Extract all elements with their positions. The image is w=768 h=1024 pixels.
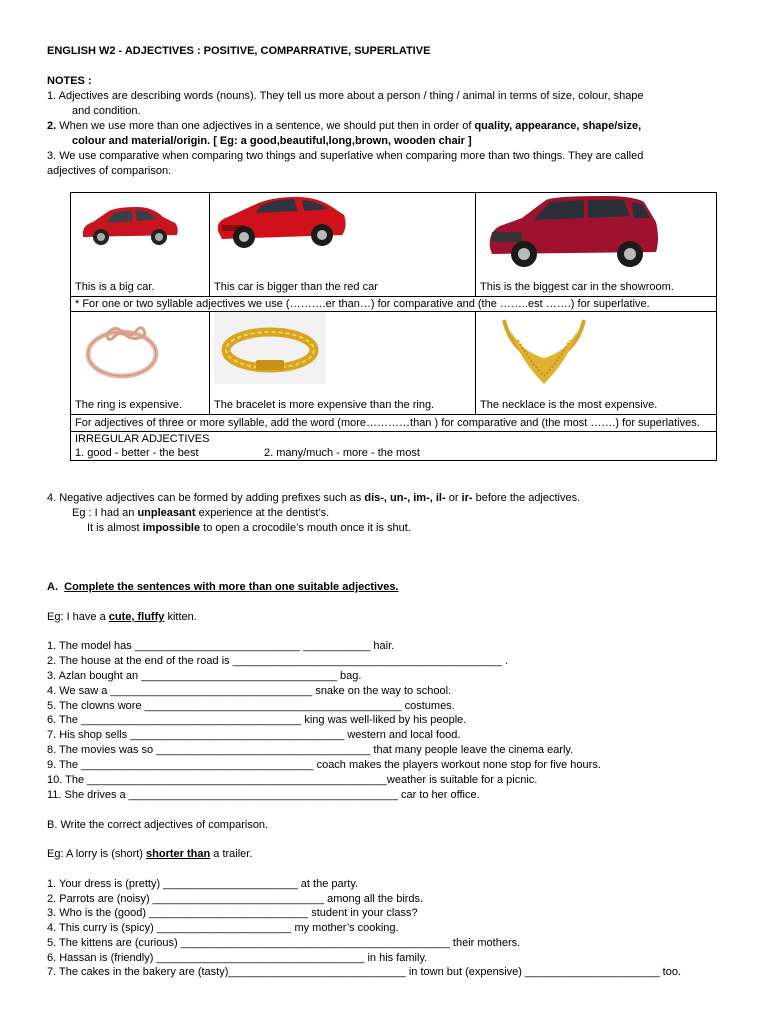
notes-heading: NOTES : (47, 75, 92, 87)
section-b-example-start: Eg: A lorry is (short) (47, 848, 147, 860)
bracelet-cell (210, 312, 476, 415)
note-1: 1. Adjectives are describing words (nouns). They tell us more about a person / thing / animal in terms of size, colour, shape (47, 90, 644, 102)
syllable-rule-one-two: * For one or two syllable adjectives we use (……….er than…) for comparative and (the ……..est …….) for superlative. (71, 297, 717, 312)
car-cell-large (476, 193, 717, 297)
ring-image (77, 316, 167, 386)
car-cell-small (71, 193, 210, 297)
section-a-item: 11. She drives a ____________________________________________ car to her office. (47, 789, 480, 801)
ring-caption: The ring is expensive. (75, 399, 182, 411)
note-4-example-1 (72, 506, 329, 520)
note-2-text: When we use more than one adjectives in a sentence, we should put then in order of (56, 120, 475, 132)
car-cell-medium (210, 193, 476, 297)
section-a-item: 5. The clowns wore __________________________________________ costumes. (47, 700, 455, 712)
section-b-item: 3. Who is the (good) __________________________ student in your class? (47, 907, 418, 919)
section-b-item: 5. The kittens are (curious) ____________________________________________ their mothers. (47, 937, 521, 949)
note-4-text: 4. Negative adjectives can be formed by adding prefixes such as (47, 492, 365, 504)
necklace-caption: The necklace is the most expensive. (480, 399, 658, 411)
irregular-adjectives (71, 432, 717, 461)
example-1-end: experience at the dentist’s. (195, 507, 330, 519)
section-b-item: 4. This curry is (spicy) ______________________ my mother’s cooking. (47, 922, 399, 934)
irregular-item-2: 2. many/much - more - the most (264, 447, 420, 459)
red-hatchback-image (77, 199, 181, 249)
syllable-rule-three: For adjectives of three or more syllable, add the word (more…………than ) for comparative and (the most …….) for superlatives. (71, 415, 717, 432)
note-2-cont: colour and material/origin. [ Eg: a good,beautiful,long,brown, wooden chair ] (72, 135, 472, 147)
note-4-end: before the adjectives. (472, 492, 581, 504)
red-suv-image (484, 192, 664, 270)
example-1-start: Eg : I had an (72, 507, 138, 519)
note-3-cont: adjectives of comparison. (47, 165, 172, 177)
bracelet-caption: The bracelet is more expensive than the ring. (214, 399, 435, 411)
irregular-heading: IRREGULAR ADJECTIVES (75, 433, 210, 445)
note-3: 3. We use comparative when comparing two things and superlative when comparing more than two things. They are called (47, 150, 644, 162)
car-caption-bigger: This car is bigger than the red car (214, 281, 378, 293)
section-a-label: A. (47, 581, 58, 593)
section-a-title: Complete the sentences with more than one suitable adjectives. (64, 581, 399, 593)
section-a-example-answer: cute, fluffy (108, 611, 165, 623)
section-b-item: 7. The cakes in the bakery are (tasty)_____________________________ in town but (expensive) ______________________ too. (47, 966, 682, 978)
comparison-table (70, 192, 717, 461)
note-2 (47, 119, 641, 133)
section-a-item: 6. The ____________________________________ king was well-liked by his people. (47, 714, 467, 726)
car-caption-biggest: This is the biggest car in the showroom. (480, 281, 674, 293)
example-2-end: to open a crocodile’s mouth once it is shut. (200, 522, 411, 534)
section-b-item: 1. Your dress is (pretty) ______________________ at the party. (47, 878, 359, 890)
page-title: ENGLISH W2 - ADJECTIVES : POSITIVE, COMPARRATIVE, SUPERLATIVE (47, 45, 431, 57)
necklace-image (496, 314, 592, 388)
section-b-item: 6. Hassan is (friendly) __________________________________ in his family. (47, 952, 428, 964)
section-a-item: 9. The ______________________________________ coach makes the players workout none stop for five hours. (47, 759, 601, 771)
note-1-cont: and condition. (72, 105, 141, 117)
necklace-cell (476, 312, 717, 415)
section-a-example (47, 610, 197, 624)
section-a-item: 7. His shop sells ___________________________________ western and local food. (47, 729, 461, 741)
note-4-example-2 (87, 521, 411, 535)
section-b-item: 2. Parrots are (noisy) ____________________________ among all the birds. (47, 893, 424, 905)
section-a-item: 3. Azlan bought an ________________________________ bag. (47, 670, 362, 682)
section-b-example-end: a trailer. (210, 848, 253, 860)
section-b-example-answer: shorter than (146, 848, 211, 860)
note-2-number: 2. (47, 120, 57, 132)
red-sedan-image (214, 191, 348, 253)
note-4-prefixes: dis-, un-, im-, il- (364, 492, 446, 504)
note-4-or: or (445, 492, 462, 504)
section-a-item: 2. The house at the end of the road is ____________________________________________ . (47, 655, 508, 667)
example-2-word: impossible (142, 522, 201, 534)
section-a-item: 8. The movies was so ___________________________________ that many people leave the cinema early. (47, 744, 574, 756)
car-caption-big: This is a big car. (75, 281, 155, 293)
section-a-heading (47, 580, 399, 594)
bracelet-image (214, 312, 326, 384)
section-a-item: 10. The _________________________________________________weather is suitable for a picnic. (47, 774, 538, 786)
example-1-word: unpleasant (137, 507, 196, 519)
section-a-example-start: Eg: I have a (47, 611, 109, 623)
irregular-item-1: 1. good - better - the best (75, 447, 199, 459)
section-b-heading: B. Write the correct adjectives of comparison. (47, 819, 269, 831)
note-4 (47, 491, 580, 505)
section-a-example-end: kitten. (164, 611, 197, 623)
section-a-item: 4. We saw a _________________________________ snake on the way to school. (47, 685, 452, 697)
section-a-item: 1. The model has ___________________________ ___________ hair. (47, 640, 395, 652)
example-2-start: It is almost (87, 522, 143, 534)
section-b-example (47, 847, 252, 861)
note-2-order: quality, appearance, shape/size, (474, 120, 642, 132)
note-4-prefix-ir: ir- (461, 492, 473, 504)
ring-cell (71, 312, 210, 415)
